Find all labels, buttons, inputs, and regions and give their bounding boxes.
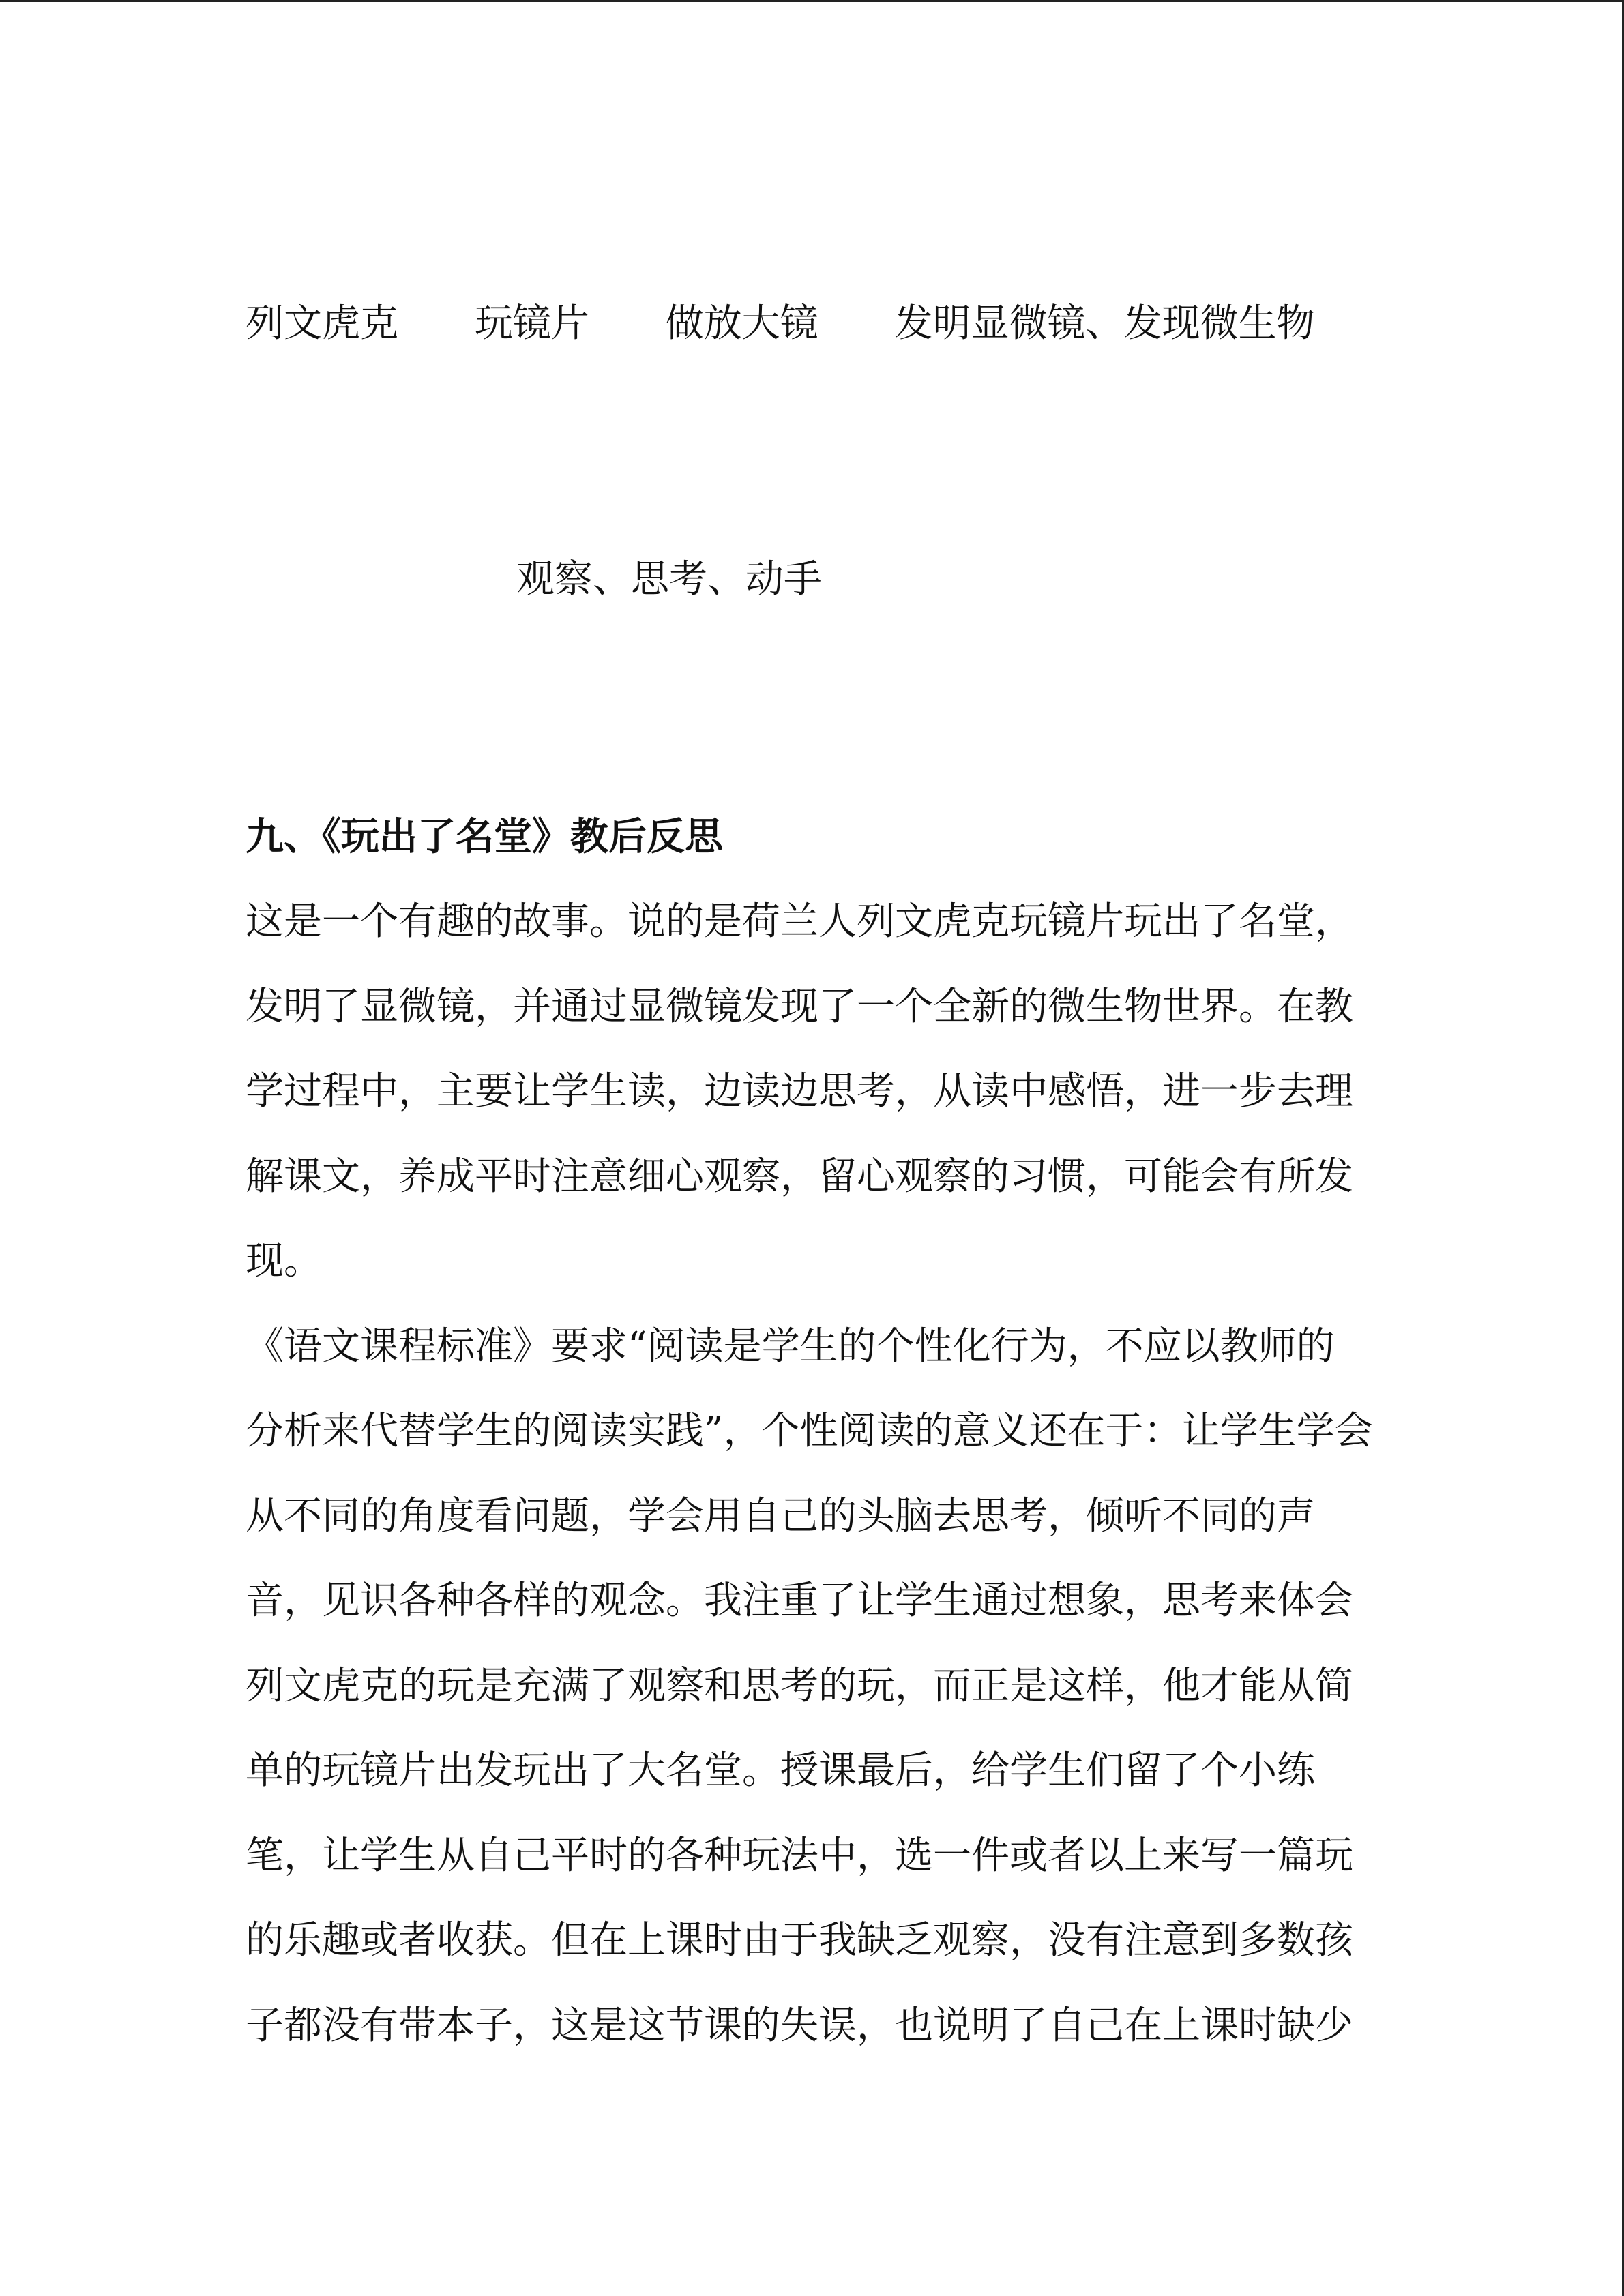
- outline-summary: 观察、思考、动手: [516, 557, 822, 601]
- blackboard-outline: [246, 293, 1314, 355]
- paragraph-line: 音，见识各种各样的观念。我注重了让学生通过想象，思考来体会: [246, 1579, 1353, 1623]
- outline-item-2: 玩镜片: [474, 301, 589, 346]
- paragraph-line: 的乐趣或者收获。但在上课时由于我缺乏观察，没有注意到多数孩: [246, 1918, 1353, 1963]
- paragraph-line: 从不同的角度看问题，学会用自己的头脑去思考，倾听不同的声: [246, 1493, 1315, 1538]
- paragraph-line: 现。: [246, 1239, 322, 1283]
- paragraph-line: 《语文课程标准》要求“阅读是学生的个性化行为，不应以教师的: [246, 1324, 1335, 1369]
- section-heading: 九、《玩出了名堂》教后反思: [246, 814, 723, 859]
- paragraph-line: 笔，让学生从自己平时的各种玩法中，选一件或者以上来写一篇玩: [246, 1833, 1353, 1878]
- paragraph-line: 解课文，养成平时注意细心观察，留心观察的习惯，可能会有所发: [246, 1154, 1353, 1199]
- paragraph-line: 列文虎克的玩是充满了观察和思考的玩，而正是这样，他才能从简: [246, 1663, 1353, 1708]
- page-border-top: [0, 0, 1624, 2]
- paragraph-line: 分析来代替学生的阅读实践”，个性阅读的意义还在于：让学生学会: [246, 1409, 1373, 1453]
- paragraph-line: 发明了显微镜，并通过显微镜发现了一个全新的微生物世界。在教: [246, 984, 1353, 1029]
- reflection-body: [246, 891, 1405, 2080]
- outline-item-3: 做放大镜: [665, 301, 818, 346]
- paragraph-line: 学过程中，主要让学生读，边读边思考，从读中感悟，进一步去理: [246, 1069, 1353, 1114]
- paragraph-line: 单的玩镜片出发玩出了大名堂。授课最后，给学生们留了个小练: [246, 1748, 1315, 1793]
- outline-item-1: 列文虎克: [246, 301, 398, 346]
- paragraph-line: 这是一个有趣的故事。说的是荷兰人列文虎克玩镜片玩出了名堂，: [246, 899, 1353, 944]
- paragraph-line: 子都没有带本子，这是这节课的失误，也说明了自己在上课时缺少: [246, 2003, 1353, 2048]
- outline-item-4: 发明显微镜、发现微生物: [894, 301, 1315, 346]
